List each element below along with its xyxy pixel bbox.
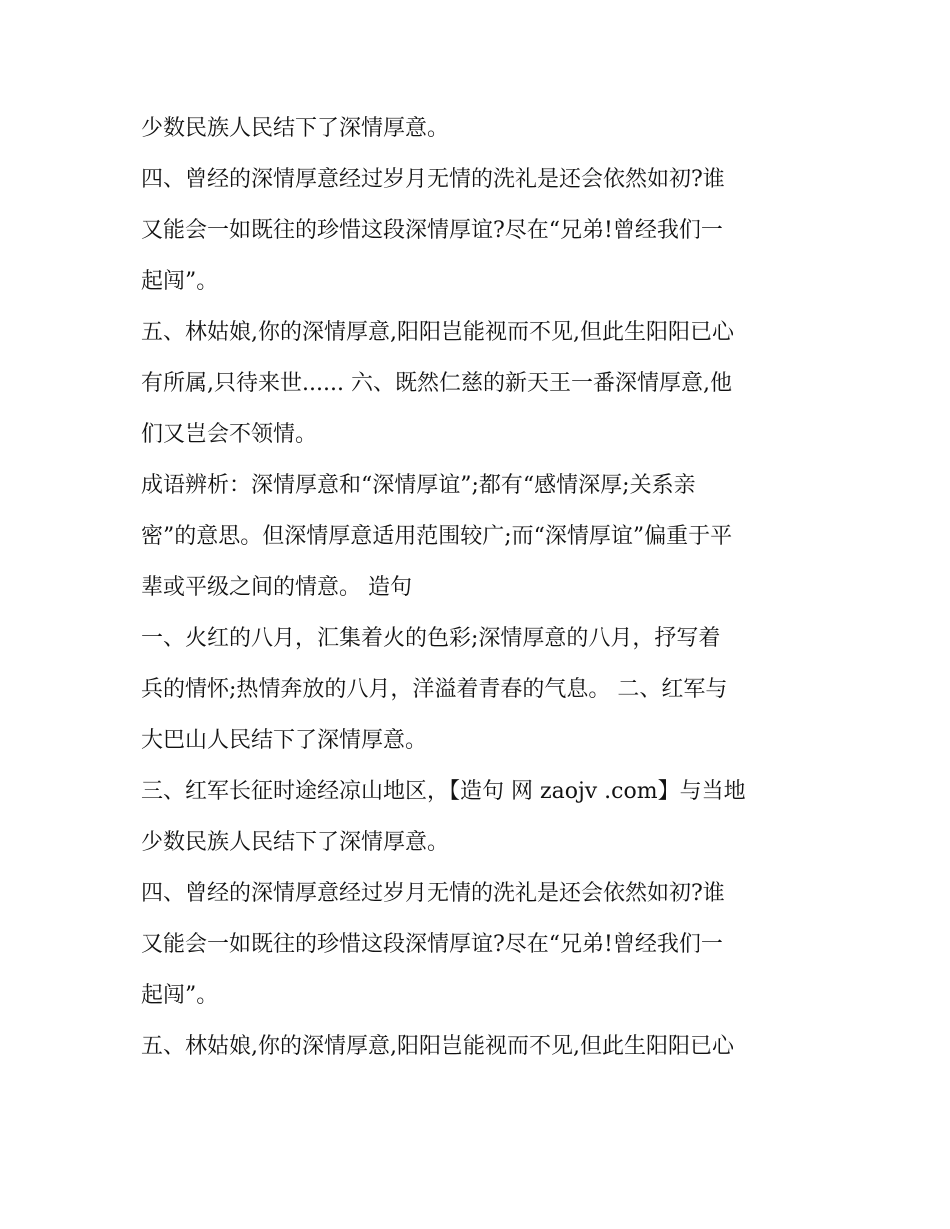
text-line: 四、曾经的深情厚意经过岁月无情的洗礼是还会依然如初?谁 [141,881,725,906]
text-line: 三、红军长征时途经凉山地区，【造句 网 zaojv .com】与当地 [141,779,746,804]
text-line: 五、林姑娘,你的深情厚意,阳阳岂能视而不见,但此生阳阳已心 [141,320,734,345]
text-line: 密”的意思。但深情厚意适用范围较广;而“深情厚谊”偏重于平 [141,524,733,549]
text-line: 大巴山人民结下了深情厚意。 [141,728,428,753]
text-line: 有所属,只待来世...... 六、既然仁慈的新天王一番深情厚意,他 [141,371,732,396]
text-line: 少数民族人民结下了深情厚意。 [141,116,450,141]
text-line: 少数民族人民结下了深情厚意。 [141,830,450,855]
text-line: 兵的情怀;热情奔放的八月，洋溢着青春的气息。 二、红军与 [141,677,728,702]
text-line: 五、林姑娘,你的深情厚意,阳阳岂能视而不见,但此生阳阳已心 [141,1034,734,1059]
text-line: 成语辨析：深情厚意和“深情厚谊”;都有“感情深厚;关系亲 [141,473,696,498]
text-line: 们又岂会不领情。 [141,422,318,447]
text-line: 四、曾经的深情厚意经过岁月无情的洗礼是还会依然如初?谁 [141,167,725,192]
text-line: 又能会一如既往的珍惜这段深情厚谊?尽在“兄弟!曾经我们一 [141,932,723,957]
text-line: 起闯”。 [141,269,219,294]
document-body [141,103,821,1072]
text-line: 又能会一如既往的珍惜这段深情厚谊?尽在“兄弟!曾经我们一 [141,218,723,243]
text-line: 起闯”。 [141,983,219,1008]
text-line: 辈或平级之间的情意。 造句 [141,575,412,600]
text-line: 一、火红的八月，汇集着火的色彩;深情厚意的八月，抒写着 [141,626,721,651]
